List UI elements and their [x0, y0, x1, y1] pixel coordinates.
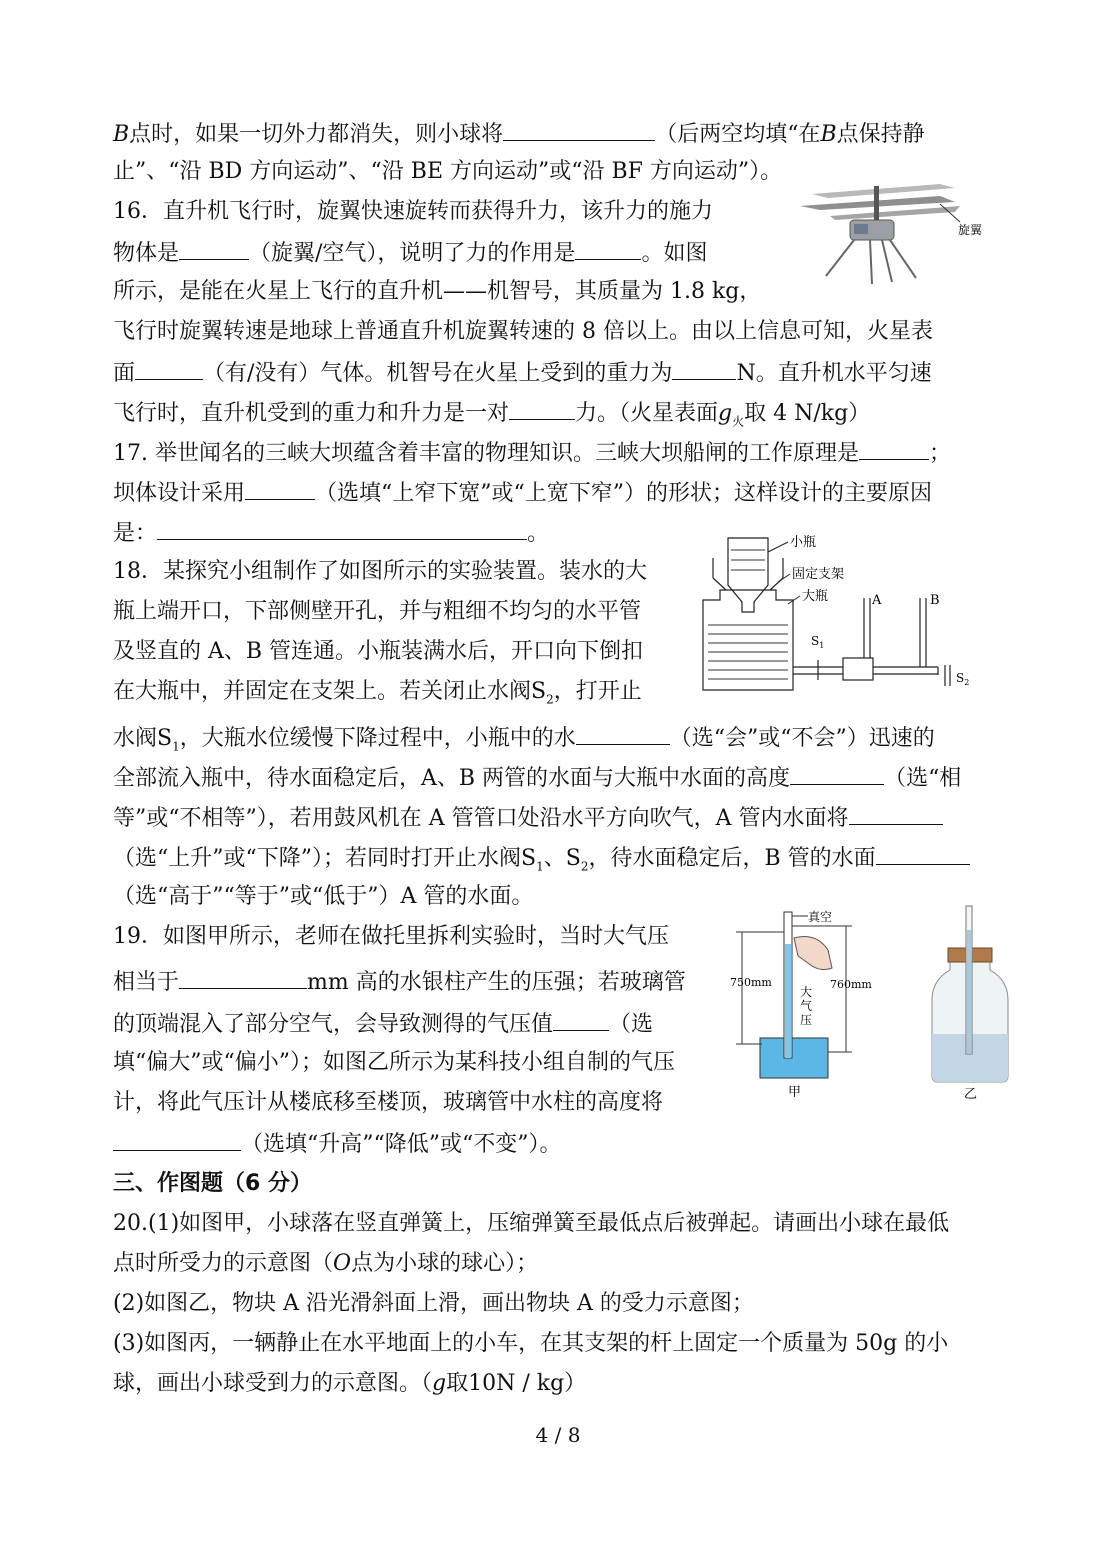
pipe-wide-section: [843, 658, 873, 680]
support-frame: [713, 558, 783, 590]
answer-blank[interactable]: [876, 842, 970, 865]
label-jia: 甲: [788, 1085, 802, 1100]
q18-line-3: 及竖直的 A、B 管连通。小瓶装满水后，开口向下倒扣: [113, 639, 644, 664]
mercury-dish: [760, 1038, 828, 1078]
label-a: A: [872, 593, 882, 608]
label-atm-3: 压: [800, 1013, 813, 1027]
label-760mm: 760mm: [830, 978, 872, 991]
tube-a: [864, 598, 870, 658]
mercury-column: [785, 944, 791, 1058]
water-lines: [708, 550, 788, 679]
label-yi: 乙: [964, 1087, 978, 1100]
helicopter-figure: [790, 176, 1000, 288]
answer-blank[interactable]: [179, 966, 307, 989]
label-s1: $S_1$: [811, 634, 825, 650]
q15-line-1: B点时，如果一切外力都消失，则小球将 （后两空均填“在B点保持静: [113, 118, 925, 150]
pointer-line: [768, 542, 788, 552]
answer-blank[interactable]: [157, 517, 527, 540]
q19-line-4: 填“偏大”或“偏小”）；如图乙所示为某科技小组自制的气压: [113, 1050, 675, 1075]
answer-blank[interactable]: [575, 237, 641, 260]
q16-line-6: 飞行时，直升机受到的重力和升力是一对 力。（火星表面$g_火$取 4 N/kg）: [113, 397, 870, 436]
q17-line-2: 坝体设计采用 （选填“上窄下宽”或“上宽下窄”）的形状；这样设计的主要原因: [113, 477, 932, 509]
pipe-right: [873, 667, 938, 675]
answer-blank[interactable]: [849, 802, 943, 825]
big-bottle: [703, 590, 793, 690]
answer-blank[interactable]: [179, 237, 249, 260]
q20-line-1: 20.(1)如图甲，小球落在竖直弹簧上，压缩弹簧至最低点后被弹起。请画出小球在最低: [113, 1211, 950, 1236]
answer-blank[interactable]: [113, 1128, 241, 1151]
q16-line-3: 所示，是能在火星上飞行的直升机——机智号，其质量为 1.8 kg，: [113, 279, 762, 304]
q16-line-5: 面 （有/没有）气体。机智号在火星上受到的重力为 N。直升机水平匀速: [113, 357, 932, 389]
helicopter-illustration: [800, 184, 960, 284]
q18-line-7: 等”或“不相等”），若用鼓风机在 A 管管口处沿水平方向吹气，A 管内水面将: [113, 802, 943, 834]
q18-line-4: 在大瓶中，并固定在支架上。若关闭止水阀$S_2$，打开止: [113, 679, 642, 707]
q19-line-3: 的顶端混入了部分空气，会导致测得的气压值 （选: [113, 1008, 653, 1040]
q18-line-5: 水阀$S_1$，大瓶水位缓慢下降过程中，小瓶中的水 （选“会”或“不会”）迅速的: [113, 722, 935, 761]
tube-b: [920, 598, 926, 667]
torricelli-figure: [728, 904, 888, 1100]
label-atm-1: 大: [800, 985, 813, 999]
q18-line-9: （选“高于”“等于”或“低于”）A 管的水面。: [113, 884, 534, 909]
label-vacuum: 真空: [808, 910, 833, 924]
pointer-line: [778, 574, 790, 582]
q18-line-6: 全部流入瓶中，待水面稳定后，A、B 两管的水面与大瓶中水面的高度 （选“相: [113, 762, 961, 794]
q18-line-2: 瓶上端开口，下部侧壁开孔，并与粗细不均匀的水平管: [113, 599, 642, 624]
q17-line-1: 17. 举世闻名的三峡大坝蕴含着丰富的物理知识。三峡大坝船闸的工作原理是 ；: [113, 437, 951, 469]
label-big-bottle: 大瓶: [802, 589, 829, 604]
q16-line-2: 物体是 （旋翼/空气），说明了力的作用是 。如图: [113, 237, 707, 269]
answer-blank[interactable]: [576, 722, 670, 745]
q18-line-1: 18．某探究小组制作了如图所示的实验装置。装水的大: [113, 559, 647, 584]
q20-line-4: (3)如图丙，一辆静止在水平地面上的小车，在其支架的杆上固定一个质量为 50g 的小: [113, 1331, 949, 1356]
barometer-figure: [920, 900, 1020, 1100]
label-small-bottle: 小瓶: [790, 535, 817, 550]
q20-line-5: 球，画出小球受到力的示意图。（g取10N / kg）: [113, 1371, 587, 1396]
answer-blank[interactable]: [509, 397, 575, 420]
answer-blank[interactable]: [790, 762, 884, 785]
label-s2: $S_2$: [956, 671, 970, 687]
q20-line-2: 点时所受力的示意图（O点为小球的球心）；: [113, 1251, 539, 1276]
water-column: [967, 930, 971, 1054]
q19-line-5: 计，将此气压计从楼底移至楼顶，玻璃管中水柱的高度将: [113, 1090, 664, 1115]
page-number: 4 / 8: [535, 1423, 581, 1447]
label-750mm: 750mm: [730, 976, 772, 989]
label-support: 固定支架: [792, 567, 845, 582]
label-b: B: [930, 593, 940, 608]
q15-line-2: 止”、“沿 BD 方向运动”、“沿 BE 方向运动”或“沿 BF 方向运动”）。: [113, 159, 783, 184]
q16-line-4: 飞行时旋翼转速是地球上普通直升机旋翼转速的 8 倍以上。由以上信息可知，火星表: [113, 319, 933, 344]
q20-line-3: (2)如图乙，物块 A 沿光滑斜面上滑，画出物块 A 的受力示意图；: [113, 1291, 754, 1316]
q17-line-3: 是： 。: [113, 517, 549, 549]
q19-line-1: 19．如图甲所示，老师在做托里拆利实验时，当时大气压: [113, 924, 669, 949]
q16-line-1: 16．直升机飞行时，旋翼快速旋转而获得升力，该升力的施力: [113, 199, 713, 224]
q19-line-6: （选填“升高”“降低”或“不变”）。: [113, 1128, 561, 1160]
section-heading: 三、作图题（6 分）: [113, 1171, 312, 1196]
valve-s2: [945, 665, 950, 686]
small-bottle: [728, 538, 768, 612]
hand: [794, 937, 832, 970]
answer-blank[interactable]: [672, 357, 736, 380]
answer-blank[interactable]: [245, 477, 315, 500]
fig-label-rotor: 旋翼: [958, 223, 983, 237]
q18-line-8: （选“上升”或“下降”）；若同时打开止水阀$S_1$、$S_2$，待水面稳定后，B 管的水面: [113, 842, 970, 881]
answer-blank[interactable]: [553, 1008, 609, 1031]
label-atm-2: 气: [800, 999, 813, 1013]
q19-line-2: 相当于 mm 高的水银柱产生的压强；若玻璃管: [113, 966, 686, 998]
q18-apparatus-figure: [698, 530, 988, 695]
answer-blank[interactable]: [503, 118, 655, 141]
answer-blank[interactable]: [859, 437, 929, 460]
answer-blank[interactable]: [135, 357, 203, 380]
